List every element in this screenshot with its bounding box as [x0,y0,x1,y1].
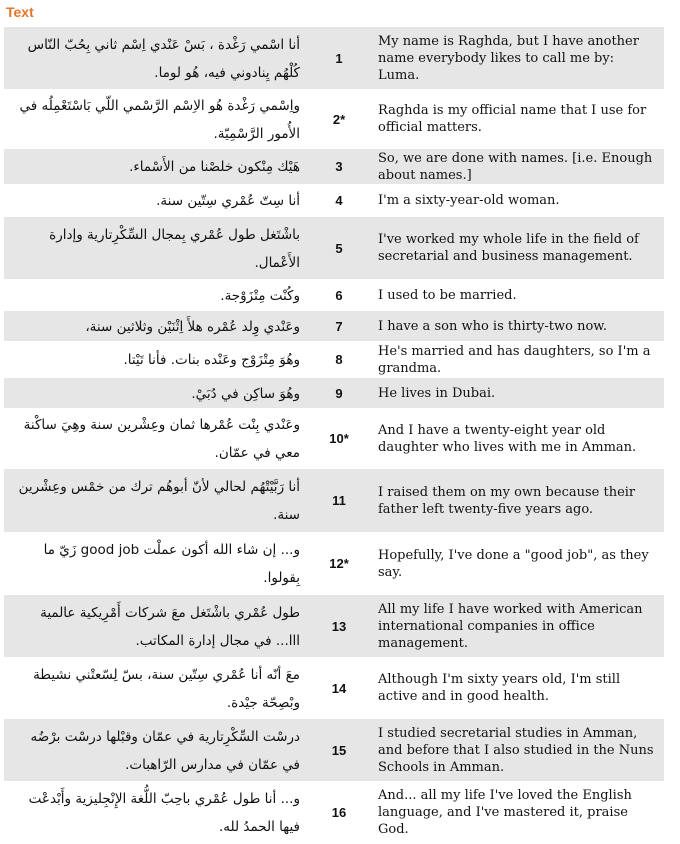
line-number: 1 [335,50,343,66]
arabic-text: واِسْمي رَغْدة هُو الاِسْم الرَّسْمي اللّي بَاسْتَعْمِلُه في الأُمور الرَّسْمِيّة. [19,97,300,142]
english-translation: Raghda is my official name that I use for official matters. [378,103,647,135]
table-row [4,719,664,782]
line-number: 10* [329,431,349,446]
arabic-text: أنا اسْمي رَغْدة ، بَسْ عَنْدي اِسْم ثاني بِحُبّ النّاس كُلْهُم يِنادوني فيه، هُو لوما. [27,36,300,81]
line-number: 14 [331,680,347,696]
table-row [4,595,664,658]
english-translation: And I have a twenty-eight year old daughter who lives with me in Amman. [378,422,637,455]
table-row [4,782,664,843]
arabic-text: و... إن شاء الله أكون عملْت good job زَيّ ما بِقولوا. [43,542,300,586]
line-number: 5 [335,240,343,256]
table-row [4,149,664,185]
arabic-text: وعَنْدي بِنْت عُمْرها ثمان وعِشْرين سنة وهِيَ ساكْنة معي في عمّان. [23,417,300,461]
table-row [4,280,664,311]
arabic-text: معَ أنّه أنا عُمْري سِتّين سنة، بسّ لِسّعتْني نشيطة وبْصِحّة جيْدة. [33,666,300,711]
english-translation: Although I'm sixty years old, I'm still active and in good health. [378,672,621,704]
section-title: Text [6,4,34,20]
english-translation: He's married and has daughters, so I'm a grandma. [378,343,651,376]
arabic-text: وهُوَ ساكِن في دُبَيْ. [191,385,300,402]
english-translation: My name is Raghda, but I have another name everybody likes to call me by: Luma. [378,33,639,83]
english-translation: I'm a sixty-year-old woman. [378,193,560,208]
table-row [4,378,664,409]
arabic-text: وهُوَ مِتْزَوْج وعَنْده بنات. فأنا تَيْتا. [123,352,300,368]
english-translation: Hopefully, I've done a "good job", as they say. [378,547,649,580]
arabic-text: هَيْك مِنْكون خلصْنا من الأَسْماء. [129,159,300,175]
table-row [4,311,664,342]
english-translation: And... all my life I've loved the English language, and I've mastered it, praise God. [378,787,632,837]
english-translation: I've worked my whole life in the field of secretarial and business management. [378,232,639,264]
line-number: 2* [332,111,346,127]
line-number: 12* [329,556,349,571]
line-number: 6 [335,287,343,303]
line-number: 9 [335,385,343,401]
line-number: 16 [331,804,347,820]
english-translation: I used to be married. [378,287,517,303]
arabic-text: و... أنا طول عُمْري باحِبّ اللُّغة الإِنْجِليزية وأَبْدعْت فيها الحمدُ لله. [28,790,300,835]
arabic-text: طول عُمْري باشْتَغل معَ شركات أَمْرِيكية عالمية ااا... في مجال إدارة المكاتب. [40,604,300,649]
line-number: 8 [335,352,343,367]
line-number: 7 [335,318,343,334]
english-translation: I have a son who is thirty-two now. [378,318,608,334]
english-translation: I raised them on my own because their father left twenty-five years ago. [378,484,636,517]
arabic-text: وعَنْدي وِلد عُمْره هلأَ اِثْنَيْن وثلاثين سنة، [85,318,300,335]
arabic-text: أنا سِتّ عُمْري سِتّين سنة. [156,193,300,209]
line-number: 4 [335,193,343,208]
arabic-text: أنا رَبَّيْتْهُم لحالي لأنّ أبوهُم ترك من خمْس وعِشْرين سنة. [18,479,300,523]
english-translation: He lives in Dubai. [378,385,496,401]
english-translation: So, we are done with names. [i.e. Enough about names.] [378,150,653,183]
table-row [4,217,664,280]
line-number: 11 [332,493,346,508]
english-translation: I studied secretarial studies in Amman, and before that I also studied in the Nuns Schools in Amman. [378,725,654,775]
line-number: 15 [331,742,347,758]
table-row [4,658,664,719]
table-row [4,342,664,378]
arabic-text: وكُنْت مِتْزَوْجة. [220,287,300,304]
line-number: 13 [331,618,347,634]
table-row [4,469,664,533]
arabic-text: باشْتَغل طول عُمْري بِمجال السِّكْرِتارية وإدارة الأَعْمال. [49,226,300,271]
english-translation: All my life I have worked with American international companies in office management. [378,601,643,651]
transcript-table [4,27,664,843]
table-row [4,90,664,149]
table-row [4,185,664,217]
line-number: 3 [335,159,343,174]
arabic-text: درسْت السِّكْرِتارية في عمّان وقبْلها درسْت برْضُه في عمّان في مدارس الرّاهبات. [30,728,300,773]
table-row [4,409,664,469]
table-row [4,533,664,595]
table-row [4,27,664,90]
